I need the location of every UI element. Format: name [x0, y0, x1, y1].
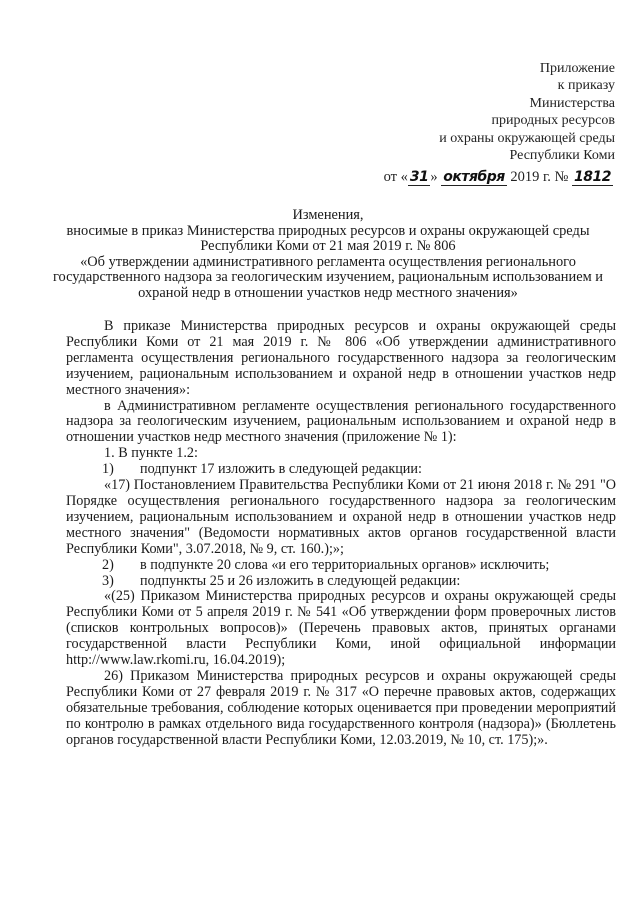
order-mid: »: [430, 169, 442, 185]
paragraph: 1. В пункте 1.2:: [104, 445, 198, 462]
appendix-line: Республики Коми: [509, 148, 615, 164]
paragraph: в Административном регламенте осуществления регионального государственного надзора за геологическим изучением, рациональным использованием и охраной недр в отношении участков недр местного значения (приложение № 1):: [66, 397, 616, 446]
handwritten-number: 1812: [574, 169, 611, 185]
paragraph: 26) Приказом Министерства природных ресурсов и охраны окружающей среды Республики Коми от 27 февраля 2019 г. № 317 «О перечне правовых актов, содержащих обязательные требования, соблюдение которых оценивается при проведении мероприятий по контролю в рамках отдельного вида государственного контроля (надзора)» (Бюллетень органов государственной власти Республики Коми, 12.03.2019, № 10, ст. 175);».: [66, 667, 616, 748]
order-prefix: от «: [383, 169, 408, 185]
document-title: [38, 208, 618, 302]
appendix-line: Приложение: [539, 61, 615, 76]
order-year: 2019 г. №: [506, 169, 573, 185]
appendix-line: к приказу: [557, 78, 615, 94]
paragraph: В приказе Министерства природных ресурсов и охраны окружающей среды Республики Коми от 21 мая 2019 г. № 806 «Об утверждении административного регламента осуществления регионального государственного надзора за геологическим изучением, рациональным использованием и охраной недр в отношении участков недр местного значения»:: [66, 318, 616, 398]
list-item: [66, 574, 616, 590]
appendix-line: и охраны окружающей среды: [439, 130, 615, 146]
list-item: [66, 558, 616, 574]
document-body: [66, 319, 616, 748]
list-item-text: подпункты 25 и 26 изложить в следующей редакции:: [140, 572, 461, 589]
appendix-line: природных ресурсов: [491, 113, 615, 129]
paragraph: «17) Постановлением Правительства Республики Коми от 21 июня 2018 г. № 291 "О Порядке осуществления регионального государственного надзора за геологическим изучением, рациональным использованием и охраной недр в отношении участков недр местного значения" (Ведомости нормативных актов органов государственной власти Республики Коми", 3.07.2018, № 9, ст. 160.);»;: [66, 477, 616, 557]
order-date-number: [384, 169, 613, 186]
list-item-text: в подпункте 20 слова «и его территориальных органов» исключить;: [140, 556, 550, 573]
title-heading: Изменения,: [292, 207, 364, 223]
handwritten-day: 31: [409, 169, 429, 185]
title-subtitle: вносимые в приказ Министерства природных ресурсов и охраны окружающей среды Республики Коми от 21 мая 2019 г. № 806: [66, 222, 590, 255]
list-item-number: 3): [102, 572, 114, 589]
title-quote: «Об утверждении административного регламента осуществления регионального государственного надзора за геологическим изучением, рациональным использованием и охраной недр в отношении участков недр местного значения»: [52, 253, 603, 301]
list-item: [66, 462, 616, 478]
paragraph: «(25) Приказом Министерства природных ресурсов и охраны окружающей среды Республики Коми от 5 апреля 2019 г. № 541 «Об утверждении форм проверочных листов (списков контрольных вопросов)» (Перечень правовых актов, принятых органами государственной власти Республики Коми, иной официальной информации http://www.law.rkomi.ru, 16.04.2019);: [66, 588, 616, 669]
list-item-number: 1): [102, 461, 114, 478]
appendix-header: [439, 60, 615, 164]
appendix-line: Министерства: [529, 95, 615, 111]
handwritten-month: октября: [443, 169, 505, 185]
list-item-text: подпункт 17 изложить в следующей редакции:: [140, 461, 422, 478]
list-item-number: 2): [102, 556, 114, 573]
